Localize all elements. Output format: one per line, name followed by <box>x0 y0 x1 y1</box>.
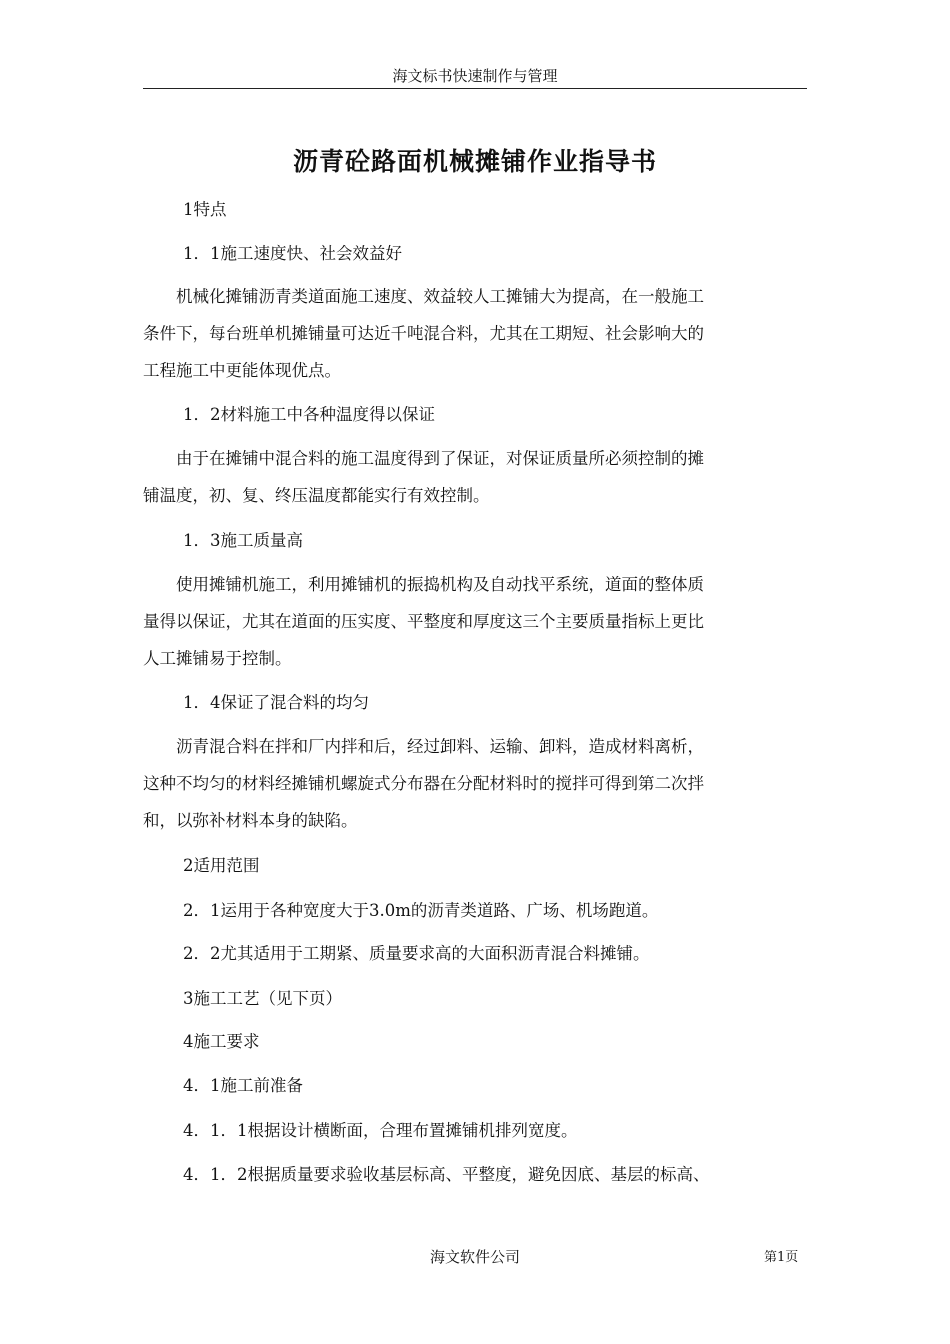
section-heading: 4施工要求 <box>183 1032 260 1051</box>
subsection-heading: 4．1．2根据质量要求验收基层标高、平整度，避免因底、基层的标高、 <box>183 1165 710 1184</box>
subsection-heading: 1．1施工速度快、社会效益好 <box>183 244 402 263</box>
footer-company: 海文软件公司 <box>429 1248 520 1266</box>
paragraph-line: 工程施工中更能体现优点。 <box>143 361 341 380</box>
paragraph-line: 人工摊铺易于控制。 <box>143 649 292 668</box>
paragraph-line: 和，以弥补材料本身的缺陷。 <box>143 811 358 830</box>
subsection-heading: 1．2材料施工中各种温度得以保证 <box>183 405 435 424</box>
section-heading: 3施工工艺（见下页） <box>183 989 342 1008</box>
subsection-heading: 4．1施工前准备 <box>183 1076 303 1095</box>
header-text: 海文标书快速制作与管理 <box>392 67 558 85</box>
paragraph-line: 由于在摊铺中混合料的施工温度得到了保证，对保证质量所必须控制的摊 <box>143 449 704 468</box>
paragraph-line: 条件下，每台班单机摊铺量可达近千吨混合料，尤其在工期短、社会影响大的 <box>143 324 704 343</box>
subsection-heading: 4．1．1根据设计横断面，合理布置摊铺机排列宽度。 <box>183 1121 578 1140</box>
subsection-heading: 1．4保证了混合料的均匀 <box>183 693 369 712</box>
page-header <box>143 62 807 89</box>
paragraph-line: 机械化摊铺沥青类道面施工速度、效益较人工摊铺大为提高，在一般施工 <box>143 287 704 306</box>
subsection-heading: 1．3施工质量高 <box>183 531 303 550</box>
section-heading: 1特点 <box>183 200 227 219</box>
paragraph-line: 沥青混合料在拌和厂内拌和后，经过卸料、运输、卸料，造成材料离析， <box>143 737 704 756</box>
paragraph-line: 量得以保证，尤其在道面的压实度、平整度和厚度这三个主要质量指标上更比 <box>143 612 704 631</box>
document-title: 沥青砼路面机械摊铺作业指导书 <box>292 147 657 176</box>
subsection-heading: 2．2尤其适用于工期紧、质量要求高的大面积沥青混合料摊铺。 <box>183 944 650 963</box>
subsection-heading: 2．1运用于各种宽度大于3.0m的沥青类道路、广场、机场跑道。 <box>183 901 659 920</box>
section-heading: 2适用范围 <box>183 856 260 875</box>
paragraph-line: 使用摊铺机施工，利用摊铺机的振捣机构及自动找平系统，道面的整体质 <box>143 575 704 594</box>
page-number: 第1页 <box>764 1250 799 1265</box>
paragraph-line: 铺温度，初、复、终压温度都能实行有效控制。 <box>143 486 490 505</box>
paragraph-line: 这种不均匀的材料经摊铺机螺旋式分布器在分配材料时的搅拌可得到第二次拌 <box>143 774 704 793</box>
